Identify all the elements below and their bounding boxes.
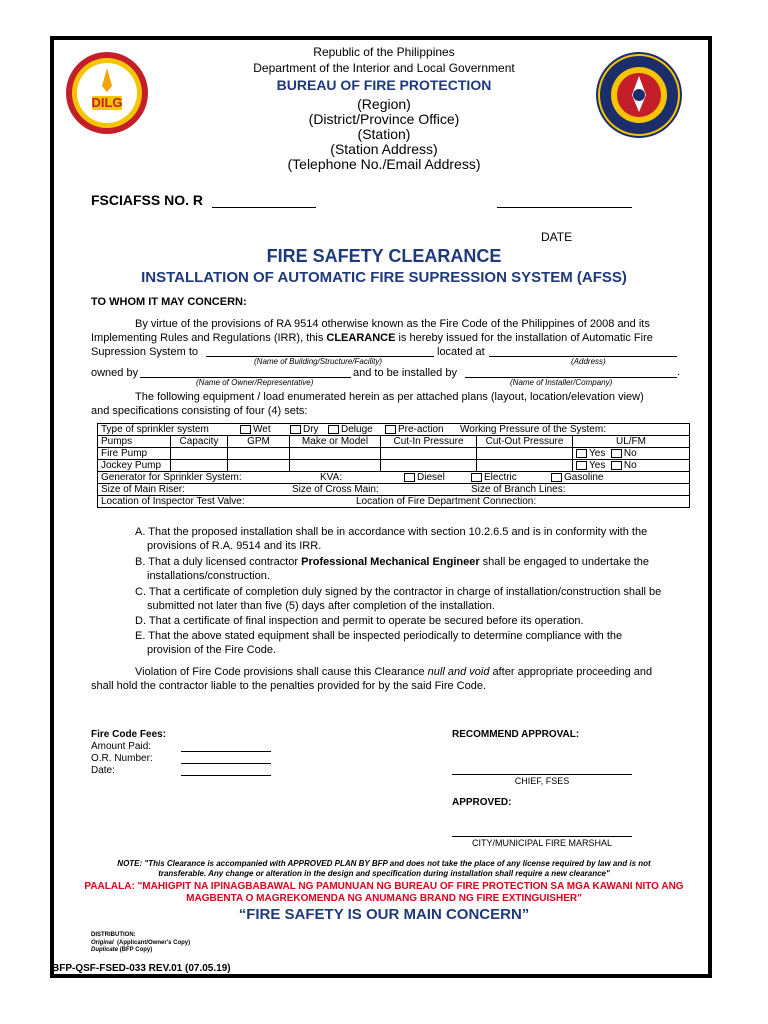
fire-pump-gpm[interactable] (228, 448, 290, 460)
generator-label: Generator for Sprinkler System: (101, 472, 242, 483)
condition-c-line1: C. That a certificate of completion duly signed by the contractor in charge of installation/construction shall be (135, 586, 662, 598)
condition-b-line2: installations/construction. (147, 570, 270, 582)
header-district: (District/Province Office) (308, 111, 460, 127)
note-line2: transferable. Any change or alteration in the design and specification during installation shall require a new clearance" (158, 869, 610, 878)
jockey-pump-yes-checkbox[interactable] (576, 461, 587, 470)
table-row (98, 484, 690, 496)
jockey-pump-cut-out[interactable] (477, 460, 573, 472)
condition-c-line2: submitted not later than five (5) days after completion of the installation. (147, 600, 495, 612)
header-ulfm: UL/FM (573, 436, 690, 448)
salutation: TO WHOM IT MAY CONCERN: (91, 296, 247, 308)
header-make-model: Make or Model (290, 436, 381, 448)
dry-label: Dry (303, 424, 319, 435)
page-title: FIRE SAFETY CLEARANCE (266, 246, 502, 266)
jockey-pump-label: Jockey Pump (98, 460, 171, 472)
table-row (98, 496, 690, 508)
header-address: (Station Address) (330, 141, 438, 157)
fire-pump-model[interactable] (290, 448, 381, 460)
fire-marshal-label: CITY/MUNICIPAL FIRE MARSHAL (471, 838, 613, 848)
no-label: No (623, 460, 637, 471)
fire-pump-label: Fire Pump (98, 448, 171, 460)
header-republic: Republic of the Philippines (313, 45, 455, 59)
paalala-line1: PAALALA: "MAHIGPIT NA IPINAGBABAWAL NG PAMUNUAN NG BUREAU OF FIRE PROTECTION SA MGA KAWANI NITO ANG (84, 881, 684, 892)
yes-label: Yes (589, 448, 606, 459)
fees-title: Fire Code Fees: (91, 729, 167, 740)
fire-pump-capacity[interactable] (171, 448, 228, 460)
fee-date-field[interactable] (181, 775, 271, 776)
body-p1-line2: Implementing Rules and Regulations (IRR), this CLEARANCE is hereby issued for the installation of Automatic Fire (91, 332, 653, 344)
fire-pump-ulfm (573, 448, 690, 460)
table-header-row (98, 436, 690, 448)
header-gpm: GPM (228, 436, 290, 448)
header-pumps: Pumps (98, 436, 171, 448)
deluge-checkbox[interactable] (328, 425, 339, 434)
diesel-checkbox[interactable] (404, 473, 415, 482)
caption-address: (Address) (571, 357, 606, 366)
header-cut-in: Cut-In Pressure (381, 436, 477, 448)
chief-signature-line[interactable] (452, 774, 632, 775)
period: . (677, 366, 681, 378)
body-p1-line3a: Supression System to (91, 346, 198, 358)
or-number-label: O.R. Number: (91, 753, 153, 764)
table-row (98, 424, 690, 436)
body-p1-line3b: located at (437, 346, 485, 358)
marshal-signature-line[interactable] (452, 836, 632, 837)
condition-d-line1: D. That a certificate of final inspection and permit to operate be secured before its operation. (135, 615, 584, 627)
wet-checkbox[interactable] (240, 425, 251, 434)
sprinkler-type-label: Type of sprinkler system (101, 424, 209, 435)
table-row (98, 472, 690, 484)
recommend-approval-label: RECOMMEND APPROVAL: (452, 729, 580, 740)
diesel-label: Diesel (417, 472, 445, 483)
installed-by-label: and to be installed by (353, 367, 457, 379)
motto: “FIRE SAFETY IS OUR MAIN CONCERN” (238, 906, 530, 923)
note-line1: NOTE: "This Clearance is accompanied with APPROVED PLAN BY BFP and does not take the place of any license required by law and is not (117, 859, 651, 868)
header-capacity: Capacity (171, 436, 228, 448)
fsciafss-number-field[interactable] (212, 207, 316, 208)
violation-line2: shall hold the contractor liable to the penalties provided for by the said Fire Code. (91, 680, 487, 692)
approved-label: APPROVED: (452, 797, 512, 808)
fsciafss-label: FSCIAFSS NO. R (91, 192, 204, 208)
inspector-valve-label: Location of Inspector Test Valve: (101, 496, 245, 507)
wet-label: Wet (253, 424, 271, 435)
amount-paid-field[interactable] (181, 751, 271, 752)
gasoline-label: Gasoline (564, 472, 604, 483)
distribution-duplicate: Duplicate (BFP Copy) (91, 947, 153, 953)
page-subtitle: INSTALLATION OF AUTOMATIC FIRE SUPRESSION SYSTEM (AFSS) (141, 269, 627, 286)
condition-a-line2: provisions of R.A. 9514 and its IRR. (147, 540, 322, 552)
form-code: BFP-QSF-FSED-033 REV.01 (07.05.19) (52, 963, 231, 974)
jockey-pump-no-checkbox[interactable] (611, 461, 622, 470)
dilg-logo-text: DILG (91, 95, 123, 110)
caption-installer: (Name of Installer/Company) (510, 378, 613, 387)
date-field[interactable] (497, 207, 632, 208)
distribution-title: DISTRIBUTION: (91, 932, 136, 938)
condition-b-line1: B. That a duly licensed contractor Professional Mechanical Engineer shall be engaged to undertake the (135, 556, 650, 568)
preaction-checkbox[interactable] (385, 425, 396, 434)
jockey-pump-ulfm (573, 460, 690, 472)
header-contact: (Telephone No./Email Address) (287, 156, 481, 172)
caption-owner: (Name of Owner/Representative) (196, 378, 314, 387)
electric-label: Electric (484, 472, 517, 483)
or-number-field[interactable] (181, 763, 271, 764)
paalala-line2: MAGBENTA O MAGREKOMENDA NG ANUMANG BRAND NG FIRE EXTINGUISHER" (186, 893, 582, 904)
owned-by-label: owned by (91, 367, 139, 379)
fire-pump-cut-in[interactable] (381, 448, 477, 460)
body-p2-line2: and specifications consisting of four (4) sets: (91, 405, 308, 417)
table-row (98, 460, 690, 472)
header-department: Department of the Interior and Local Government (253, 61, 515, 75)
jockey-pump-cut-in[interactable] (381, 460, 477, 472)
header-region: (Region) (357, 96, 411, 112)
fire-pump-yes-checkbox[interactable] (576, 449, 587, 458)
body-p1-line1: By virtue of the provisions of RA 9514 otherwise known as the Fire Code of the Philippines of 2008 and its (135, 318, 650, 330)
fd-connection-label: Location of Fire Department Connection: (356, 496, 537, 507)
header-cut-out: Cut-Out Pressure (477, 436, 573, 448)
distribution-original: Original (Applicant/Owner's Copy) (91, 940, 191, 946)
date-label: DATE (541, 230, 573, 244)
header-bureau: BUREAU OF FIRE PROTECTION (276, 77, 492, 93)
main-riser-label: Size of Main Riser: (101, 484, 185, 495)
equipment-table (97, 423, 690, 508)
amount-paid-label: Amount Paid: (91, 741, 152, 752)
dry-checkbox[interactable] (290, 425, 301, 434)
jockey-pump-capacity[interactable] (171, 460, 228, 472)
chief-fses-label: CHIEF, FSES (514, 776, 570, 786)
table-row (98, 448, 690, 460)
violation-line1: Violation of Fire Code provisions shall cause this Clearance null and void after appropriate proceeding and (135, 666, 653, 678)
condition-e-line1: E. That the above stated equipment shall be inspected periodically to determine compliance with the (135, 630, 623, 642)
cross-main-label: Size of Cross Main: (292, 484, 379, 495)
caption-building: (Name of Building/Structure/Facility) (254, 357, 383, 366)
header-station: (Station) (357, 126, 411, 142)
gasoline-checkbox[interactable] (551, 473, 562, 482)
jockey-pump-gpm[interactable] (228, 460, 290, 472)
condition-a-line1: A. That the proposed installation shall be in accordance with section 10.2.6.5 and is in conformity with the (135, 526, 648, 538)
fire-pump-cut-out[interactable] (477, 448, 573, 460)
fire-pump-no-checkbox[interactable] (611, 449, 622, 458)
electric-checkbox[interactable] (471, 473, 482, 482)
preaction-label: Pre-action (398, 424, 444, 435)
kva-label: KVA: (320, 472, 343, 483)
yes-label: Yes (589, 460, 606, 471)
working-pressure-label: Working Pressure of the System: (460, 424, 606, 435)
branch-lines-label: Size of Branch Lines: (471, 484, 566, 495)
jockey-pump-model[interactable] (290, 460, 381, 472)
no-label: No (623, 448, 637, 459)
body-p2-line1: The following equipment / load enumerated herein as per attached plans (layout, location/elevation view) (135, 391, 644, 403)
fee-date-label: Date: (91, 765, 115, 776)
condition-e-line2: provision of the Fire Code. (147, 644, 277, 656)
deluge-label: Deluge (341, 424, 373, 435)
